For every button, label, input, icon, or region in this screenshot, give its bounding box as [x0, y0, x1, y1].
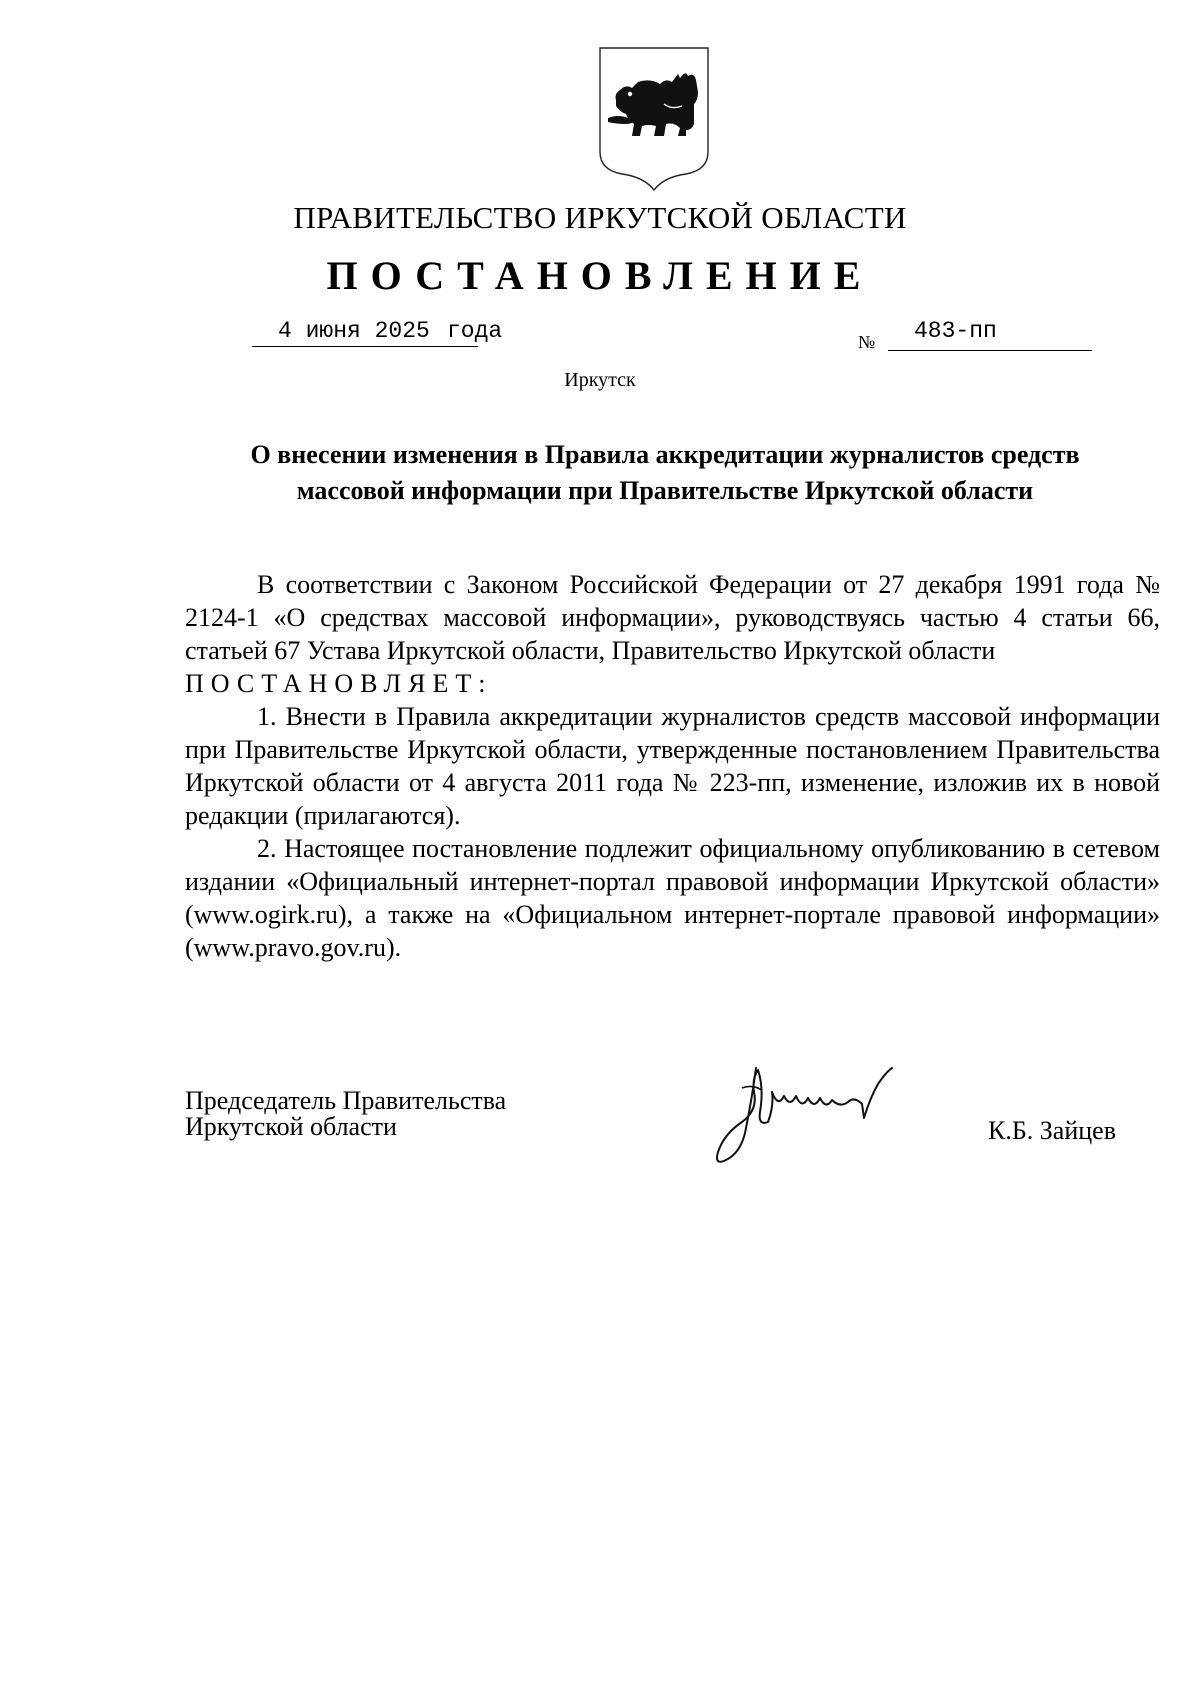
- subject-line-1: О внесении изменения в Правила аккредитации журналистов средств: [250, 440, 1080, 469]
- item-2-paragraph: 2. Настоящее постановление подлежит официальному опубликованию в сетевом издании «Официальный интернет-портал правовой информации Иркутской области» (www.ogirk.ru), а также на «Официальном интернет-портале правовой информации» (www.pravo.gov.ru).: [185, 834, 1160, 962]
- signer-position-line-2: Иркутской области: [185, 1112, 397, 1141]
- irkutsk-coat-of-arms-icon: [594, 44, 714, 194]
- handwritten-signature-icon: [712, 1048, 962, 1178]
- subject-line-2: массовой информации при Правительстве Иркутской области: [296, 476, 1034, 505]
- signer-name: К.Б. Зайцев: [988, 1116, 1116, 1145]
- item-1-paragraph: 1. Внести в Правила аккредитации журналистов средств массовой информации при Правительстве Иркутской области, утвержденные постановлением Правительства Иркутской области от 4 августа 2011 года № 223-пп, изменение, изложив их в новой редакции (прилагаются).: [185, 702, 1160, 830]
- document-date: [252, 318, 503, 347]
- signer-position-line-1: Председатель Правительства: [185, 1086, 507, 1115]
- document-subject: [200, 437, 1130, 509]
- resolves-heading: ПОСТАНОВЛЯЕТ:: [185, 669, 493, 698]
- number-value: 483-пп: [888, 318, 1092, 351]
- document-type: ПОСТАНОВЛЕНИЕ: [326, 253, 874, 298]
- organization-title: ПРАВИТЕЛЬСТВО ИРКУТСКОЙ ОБЛАСТИ: [293, 200, 907, 235]
- preamble-paragraph: В соответствии с Законом Российской Федерации от 27 декабря 1991 года № 2124-1 «О средствах массовой информации», руководствуясь частью 4 статьи 66, статьей 67 Устава Иркутской области, Правительство Иркутской области: [185, 570, 1160, 665]
- date-value: 4 июня 2025: [278, 318, 430, 344]
- number-sign: №: [858, 332, 876, 352]
- date-suffix: года: [447, 318, 503, 344]
- city: Иркутск: [564, 369, 636, 391]
- signer-position: [185, 1088, 506, 1140]
- document-body: [185, 568, 1160, 964]
